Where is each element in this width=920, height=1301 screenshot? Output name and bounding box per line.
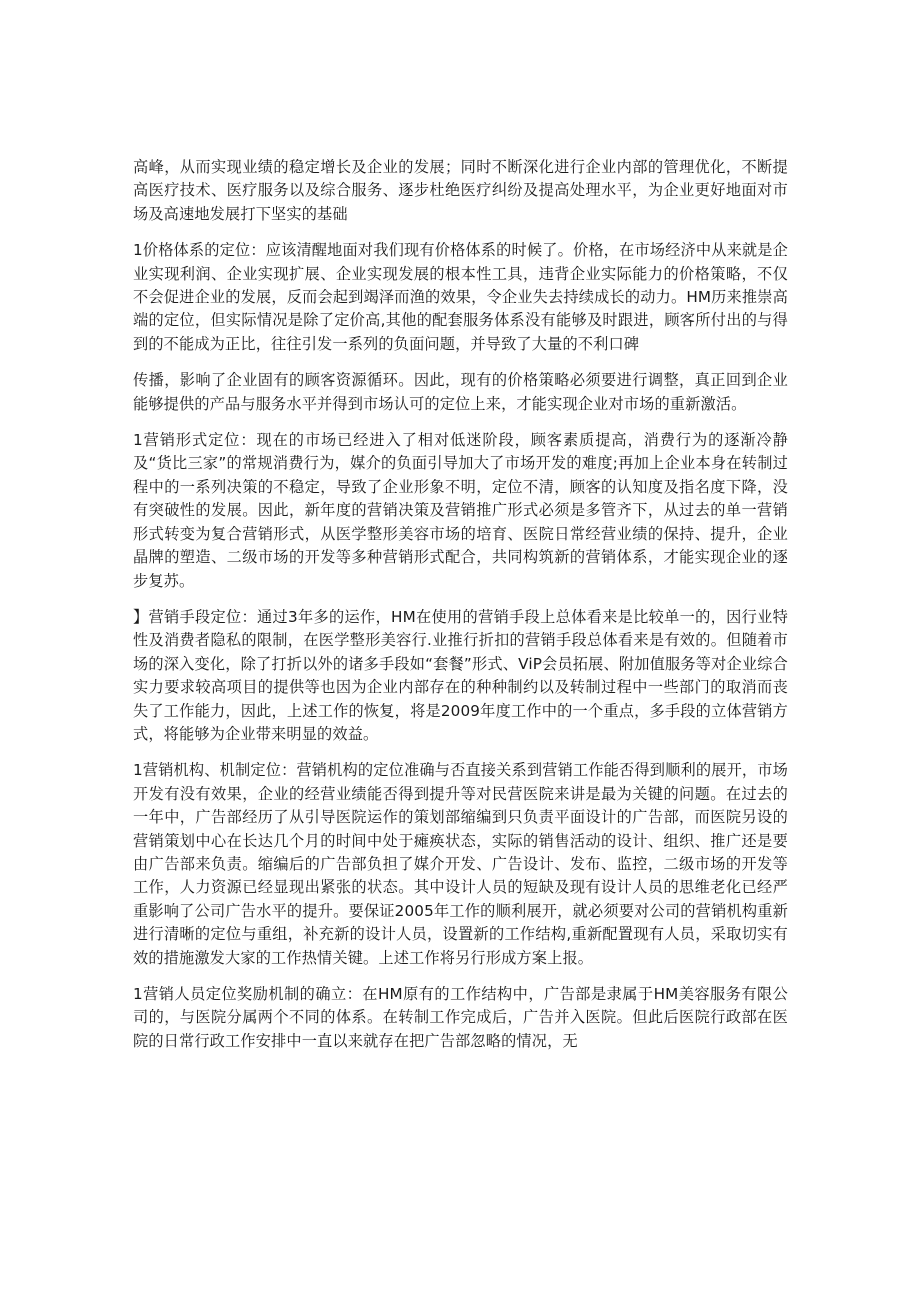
paragraph-marketing-staff: 1营销人员定位奖励机制的确立：在HM原有的工作结构中，广告部是隶属于HM美容服务有限公司的，与医院分属两个不同的体系。在转制工作完成后，广告并入医院。但此后医院行政部在医院的日常行政工作安排中一直以来就存在把广告部忽略的情况，无: [133, 985, 788, 1050]
paragraph-price-continuation: 传播，影响了企业固有的顾客资源循环。因此，现有的价格策略必须要进行调整，真正回到企业能够提供的产品与服务水平并得到市场认可的定位上来，才能实现企业对市场的重新激活。: [133, 371, 788, 413]
paragraph-marketing-form: 1营销形式定位：现在的市场已经进入了相对低迷阶段，顾客素质提高，消费行为的逐渐冷静及“货比三家”的常规消费行为，媒介的负面引导加大了市场开发的难度;再加上企业本身在转制过程中的一系列决策的不稳定，导致了企业形象不明，定位不清，顾客的认知度及指名度下降，没有突破性的发展。因此，新年度的营销决策及营销推广形式必须是多管齐下，从过去的单一营销形式转变为复合营销形式，从医学整形美容市场的培育、医院日常经营业绩的保持、提升，企业晶牌的塑造、二级市场的开发等多种营销形式配合，共同构筑新的营销体系，才能实现企业的逐步复苏。: [133, 431, 788, 590]
paragraph-marketing-organization: 1营销机构、机制定位：营销机构的定位准确与否直接关系到营销工作能否得到顺利的展开，市场开发有没有效果，企业的经营业绩能否得到提升等对民营医院来讲是最为关键的问题。在过去的一年中，广告部经历了从引导医院运作的策划部缩编到只负责平面设计的广告部，而医院另设的营销策划中心在长达几个月的时间中处于瘫痪状态，实际的销售活动的设计、组织、推广还是要由广告部来负责。缩编后的广告部负担了媒介开发、广告设计、发布、监控，二级市场的开发等工作，人力资源已经显现出紧张的状态。其中设计人员的短缺及现有设计人员的思维老化已经严重影响了公司广告水平的提升。要保证2005年工作的顺利展开，就必须要对公司的营销机构重新进行清晰的定位与重组，补充新的设计人员，设置新的工作结构,重新配置现有人员，采取切实有效的措施激发大家的工作热情关键。上述工作将另行形成方案上报。: [133, 761, 788, 967]
document-body: [133, 156, 788, 1066]
paragraph-intro-continuation: 高峰，从而实现业绩的稳定增长及企业的发展；同时不断深化进行企业内部的管理优化，不断提高医疗技术、医疗服务以及综合服务、逐步杜绝医疗纠纷及提高处理水平，为企业更好地面对市场及高速地发展打下坚实的基础: [133, 158, 788, 223]
paragraph-marketing-means: 】营销手段定位：通过3年多的运作，HM在使用的营销手段上总体看来是比较单一的，因行业特性及消费者隐私的限制，在医学整形美容行.业推行折扣的营销手段总体看来是有效的。但随着市场的深入变化，除了打折以外的诸多手段如“套餐”形式、ViP会员拓展、附加值服务等对企业综合实力要求较高项目的提供等也因为企业内部存在的种种制约以及转制过程中一些部门的取消而丧失了工作能力，因此，上述工作的恢复，将是2009年度工作中的一个重点，多手段的立体营销方式，将能够为企业带来明显的效益。: [133, 607, 788, 743]
paragraph-price-positioning: 1价格体系的定位：应该清醒地面对我们现有价格体系的时候了。价格，在市场经济中从来就是企业实现利润、企业实现扩展、企业实现发展的根本性工具，违背企业实际能力的价格策略，不仅不会促进企业的发展，反而会起到竭泽而渔的效果，令企业失去持续成长的动力。HM历来推崇高端的定位，但实际情况是除了定价高,其他的配套服务体系没有能够及时跟进，顾客所付出的与得到的不能成为正比，往往引发一系列的负面问题，并导致了大量的不利口碑: [133, 241, 788, 353]
